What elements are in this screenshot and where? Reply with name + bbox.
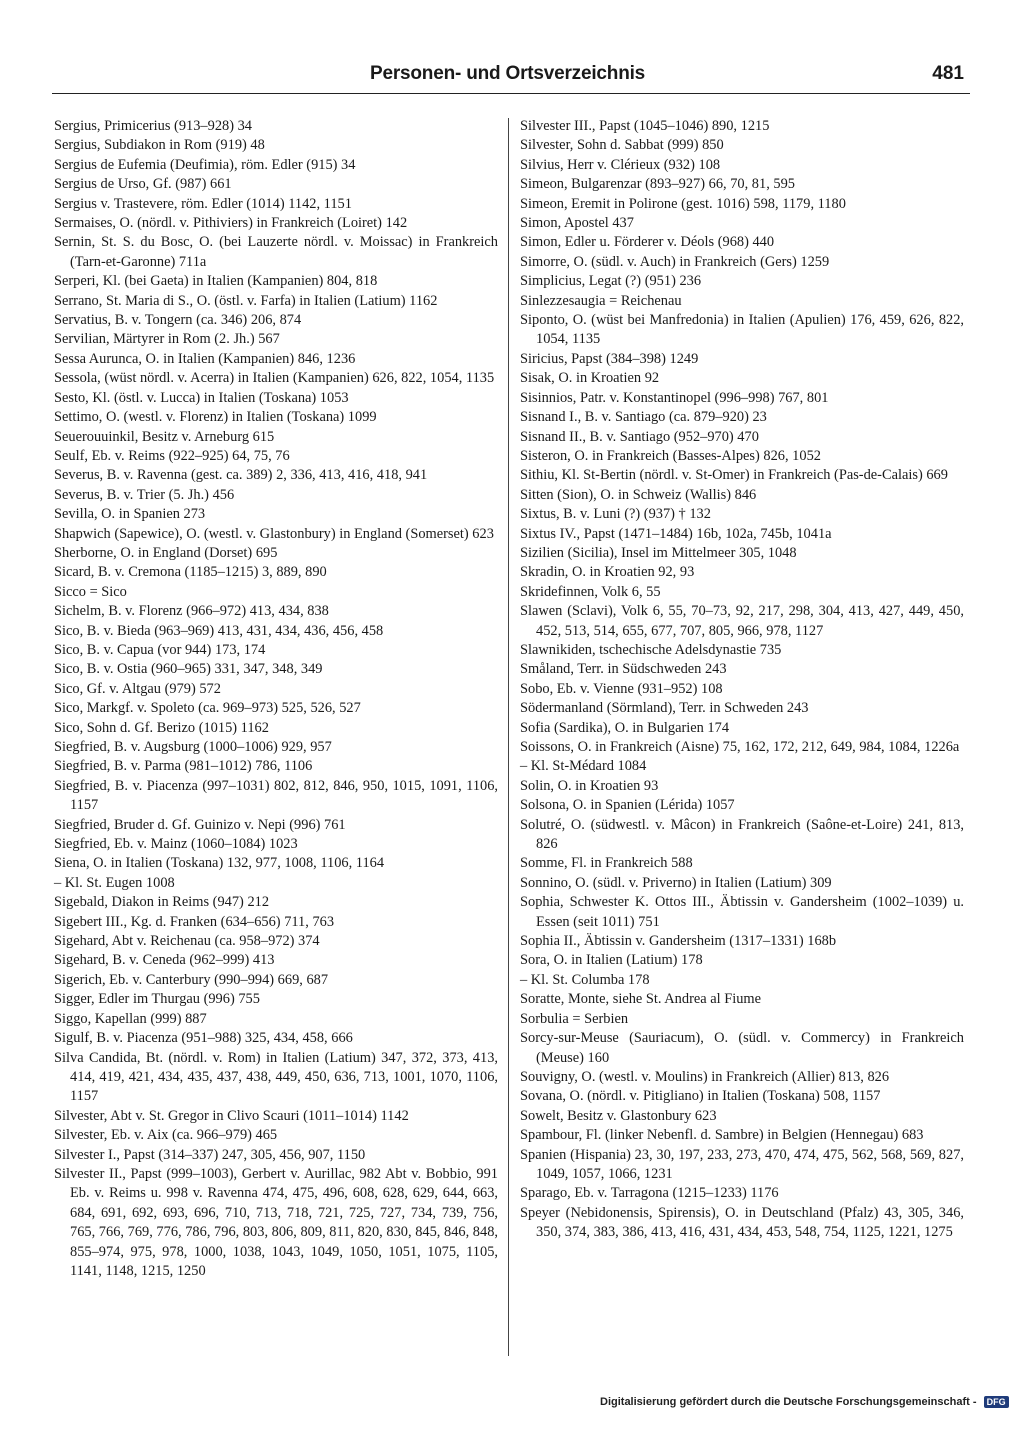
index-entry: Sonnino, O. (südl. v. Priverno) in Italien (Latium) 309 xyxy=(520,874,832,891)
index-entry: Solin, O. in Kroatien 93 xyxy=(520,777,659,794)
index-entry: Sizilien (Sicilia), Insel im Mittelmeer 305, 1048 xyxy=(520,544,797,561)
index-entry: Sisnand I., B. v. Santiago (ca. 879–920) 23 xyxy=(520,409,767,426)
index-entry: Sico, B. v. Ostia (960–965) 331, 347, 348, 349 xyxy=(54,661,323,678)
index-entry: Sinlezzesaugia = Reichenau xyxy=(520,292,682,309)
dfg-logo: DFG xyxy=(984,1396,1009,1408)
index-entry: Somme, Fl. in Frankreich 588 xyxy=(520,855,693,872)
index-entry: Sessola, (wüst nördl. v. Acerra) in Italien (Kampanien) 626, 822, 1054, 1135 xyxy=(54,370,495,387)
index-entry: Sevilla, O. in Spanien 273 xyxy=(54,506,206,523)
index-entry: Sithiu, Kl. St-Bertin (nördl. v. St-Omer) in Frankreich (Pas-de-Calais) 669 xyxy=(520,467,948,484)
index-entry: Sigebald, Diakon in Reims (947) 212 xyxy=(54,894,270,911)
index-entry: Sergius v. Trastevere, röm. Edler (1014) 1142, 1151 xyxy=(54,195,352,212)
index-entry: Silvester, Eb. v. Aix (ca. 966–979) 465 xyxy=(54,1127,278,1144)
index-entry: – Kl. St. Columba 178 xyxy=(520,971,650,988)
index-entry: Sobo, Eb. v. Vienne (931–952) 108 xyxy=(520,680,723,697)
index-entry: Sermaises, O. (nördl. v. Pithiviers) in Frankreich (Loiret) 142 xyxy=(54,215,408,232)
index-entry: – Kl. St. Eugen 1008 xyxy=(54,874,175,891)
index-entry: Sesto, Kl. (östl. v. Lucca) in Italien (Toskana) 1053 xyxy=(54,389,349,406)
index-entry: Sixtus IV., Papst (1471–1484) 16b, 102a, 745b, 1041a xyxy=(520,525,832,542)
index-entry: Serperi, Kl. (bei Gaeta) in Italien (Kampanien) 804, 818 xyxy=(54,273,378,290)
header-rule xyxy=(52,93,970,94)
index-entry: Simplicius, Legat (?) (951) 236 xyxy=(520,273,702,290)
index-entry: Sergius de Urso, Gf. (987) 661 xyxy=(54,176,232,193)
index-entry: Spanien (Hispania) 23, 30, 197, 233, 273, 470, 474, 475, 562, 568, 569, 827, 1049, 1057, 1066, 1231 xyxy=(520,1146,964,1182)
index-column-left xyxy=(54,117,498,1281)
index-entry: Sitten (Sion), O. in Schweiz (Wallis) 846 xyxy=(520,486,757,503)
index-entry: Sichelm, B. v. Florenz (966–972) 413, 434, 838 xyxy=(54,603,329,620)
index-entry: Serrano, St. Maria di S., O. (östl. v. Farfa) in Italien (Latium) 1162 xyxy=(54,292,438,309)
index-entry: Simeon, Bulgarenzar (893–927) 66, 70, 81, 595 xyxy=(520,176,795,193)
index-entry: Siegfried, Eb. v. Mainz (1060–1084) 1023 xyxy=(54,836,298,853)
index-entry: Silvester III., Papst (1045–1046) 890, 1215 xyxy=(520,118,770,134)
index-entry: Speyer (Nebidonensis, Spirensis), O. in Deutschland (Pfalz) 43, 305, 346, 350, 374, 383, 386, 413, 416, 431, 434, 453, 548, 754, 1125, 1221, 1275 xyxy=(520,1204,964,1241)
index-entry: Skradin, O. in Kroatien 92, 93 xyxy=(520,564,695,581)
index-entry: Simorre, O. (südl. v. Auch) in Frankreich (Gers) 1259 xyxy=(520,253,830,270)
index-entry: – Kl. St-Médard 1084 xyxy=(520,758,647,775)
index-entry: Simon, Edler u. Förderer v. Déols (968) 440 xyxy=(520,234,775,251)
index-entry: Sigebert III., Kg. d. Franken (634–656) 711, 763 xyxy=(54,913,335,930)
index-entry: Settimo, O. (westl. v. Florenz) in Italien (Toskana) 1099 xyxy=(54,409,377,426)
index-entry: Siegfried, B. v. Augsburg (1000–1006) 929, 957 xyxy=(54,739,332,755)
index-entry: Sicco = Sico xyxy=(54,583,127,600)
index-entry: Siegfried, B. v. Piacenza (997–1031) 802, 812, 846, 950, 1015, 1091, 1106, 1157 xyxy=(54,777,498,814)
index-entry: Spambour, Fl. (linker Nebenfl. d. Sambre) in Belgien (Hennegau) 683 xyxy=(520,1127,924,1144)
index-entry: Sergius, Subdiakon in Rom (919) 48 xyxy=(54,137,265,154)
index-entry: Sophia, Schwester K. Ottos III., Äbtissin v. Gandersheim (1002–1039) u. Essen (seit 1011) 751 xyxy=(520,894,964,930)
index-entry: Silvester II., Papst (999–1003), Gerbert v. Aurillac, 982 Abt v. Bobbio, 991 Eb. v. Reims u. 998 v. Ravenna 474, 475, 496, 608, 628, 629, 644, 663, 684, 691, 692, 693, 696, 710, 713, 718, 721, 725, 727, 734, 739, 756, 765, 766, 769, 776, 786, 796, 803, 806, 809, 811, 820, 830, 845, 846, 848, 855–974, 975, 978, 1000, 1038, 1043, 1049, 1050, 1051, 1075, 1105, 1141, 1148, 1215, 1250 xyxy=(54,1165,498,1279)
column-divider xyxy=(508,118,509,1356)
index-entry: Sessa Aurunca, O. in Italien (Kampanien) 846, 1236 xyxy=(54,350,356,367)
index-entry: Sergius, Primicerius (913–928) 34 xyxy=(54,118,252,134)
index-entry: Sico, B. v. Bieda (963–969) 413, 431, 434, 436, 456, 458 xyxy=(54,622,384,639)
index-entry: Sora, O. in Italien (Latium) 178 xyxy=(520,952,703,969)
page-header xyxy=(52,60,970,94)
index-entry: Sigehard, B. v. Ceneda (962–999) 413 xyxy=(54,952,275,969)
index-entry: Sowelt, Besitz v. Glastonbury 623 xyxy=(520,1107,717,1124)
index-entry: Sico, Markgf. v. Spoleto (ca. 969–973) 525, 526, 527 xyxy=(54,700,361,717)
index-entry: Severus, B. v. Ravenna (gest. ca. 389) 2, 336, 413, 416, 418, 941 xyxy=(54,467,428,484)
index-entry: Sparago, Eb. v. Tarragona (1215–1233) 1176 xyxy=(520,1185,779,1202)
index-entry: Silva Candida, Bt. (nördl. v. Rom) in Italien (Latium) 347, 372, 373, 413, 414, 419, 421, 434, 435, 437, 438, 449, 450, 636, 713, 1001, 1070, 1106, 1157 xyxy=(54,1049,498,1105)
index-entry: Soratte, Monte, siehe St. Andrea al Fiume xyxy=(520,991,762,1008)
index-entry: Siegfried, B. v. Parma (981–1012) 786, 1106 xyxy=(54,758,313,775)
index-entry: Sigerich, Eb. v. Canterbury (990–994) 669, 687 xyxy=(54,971,329,988)
index-entry: Soissons, O. in Frankreich (Aisne) 75, 162, 172, 212, 649, 984, 1084, 1226a xyxy=(520,739,960,755)
index-entry: Sisnand II., B. v. Santiago (952–970) 470 xyxy=(520,428,759,445)
index-entry: Sigehard, Abt v. Reichenau (ca. 958–972) 374 xyxy=(54,933,320,950)
index-entry: Sovana, O. (nördl. v. Pitigliano) in Italien (Toskana) 508, 1157 xyxy=(520,1088,881,1105)
index-entry: Sofia (Sardika), O. in Bulgarien 174 xyxy=(520,719,730,736)
index-entry: Siricius, Papst (384–398) 1249 xyxy=(520,350,699,367)
index-entry: Servilian, Märtyrer in Rom (2. Jh.) 567 xyxy=(54,331,280,348)
index-entry: Solsona, O. in Spanien (Lérida) 1057 xyxy=(520,797,735,814)
index-column-right xyxy=(520,117,964,1243)
index-entry: Sico, B. v. Capua (vor 944) 173, 174 xyxy=(54,641,266,658)
index-entry: Sophia II., Äbtissin v. Gandersheim (1317–1331) 168b xyxy=(520,933,837,950)
index-entry: Sico, Gf. v. Altgau (979) 572 xyxy=(54,680,221,697)
index-entry: Siegfried, Bruder d. Gf. Guinizo v. Nepi (996) 761 xyxy=(54,816,346,833)
index-entry: Silvius, Herr v. Clérieux (932) 108 xyxy=(520,156,721,173)
index-entry: Sherborne, O. in England (Dorset) 695 xyxy=(54,544,278,561)
index-entry: Simeon, Eremit in Polirone (gest. 1016) 598, 1179, 1180 xyxy=(520,195,846,212)
index-entry: Sisteron, O. in Frankreich (Basses-Alpes) 826, 1052 xyxy=(520,447,821,464)
index-entry: Skridefinnen, Volk 6, 55 xyxy=(520,583,661,600)
index-entry: Severus, B. v. Trier (5. Jh.) 456 xyxy=(54,486,235,503)
page-title: Personen- und Ortsverzeichnis xyxy=(370,63,646,84)
index-entry: Småland, Terr. in Südschweden 243 xyxy=(520,661,727,678)
index-entry: Sicard, B. v. Cremona (1185–1215) 3, 889, 890 xyxy=(54,564,327,581)
index-entry: Siponto, O. (wüst bei Manfredonia) in Italien (Apulien) 176, 459, 626, 822, 1054, 1135 xyxy=(520,312,964,348)
index-entry: Shapwich (Sapewice), O. (westl. v. Glastonbury) in England (Somerset) 623 xyxy=(54,525,494,542)
index-entry: Souvigny, O. (westl. v. Moulins) in Frankreich (Allier) 813, 826 xyxy=(520,1068,890,1085)
page-number: 481 xyxy=(932,63,964,84)
index-entry: Sigger, Edler im Thurgau (996) 755 xyxy=(54,991,260,1008)
footer-text: Digitalisierung gefördert durch die Deutsche Forschungsgemeinschaft - xyxy=(600,1396,977,1409)
index-entry: Sico, Sohn d. Gf. Berizo (1015) 1162 xyxy=(54,719,269,736)
index-entry: Seulf, Eb. v. Reims (922–925) 64, 75, 76 xyxy=(54,447,290,464)
index-entry: Seuerouuinkil, Besitz v. Arneburg 615 xyxy=(54,428,275,445)
index-entry: Södermanland (Sörmland), Terr. in Schweden 243 xyxy=(520,700,809,717)
index-entry: Sorbulia = Serbien xyxy=(520,1010,629,1027)
index-entry: Solutré, O. (südwestl. v. Mâcon) in Frankreich (Saône-et-Loire) 241, 813, 826 xyxy=(520,816,964,853)
index-entry: Sisinnios, Patr. v. Konstantinopel (996–998) 767, 801 xyxy=(520,389,829,406)
index-entry: Siggo, Kapellan (999) 887 xyxy=(54,1010,207,1027)
index-entry: Silvester, Sohn d. Sabbat (999) 850 xyxy=(520,137,724,154)
index-entry: Siena, O. in Italien (Toskana) 132, 977, 1008, 1106, 1164 xyxy=(54,855,385,872)
index-entry: Sergius de Eufemia (Deufimia), röm. Edler (915) 34 xyxy=(54,156,356,173)
index-entry: Silvester I., Papst (314–337) 247, 305, 456, 907, 1150 xyxy=(54,1146,366,1163)
index-entry: Sorcy-sur-Meuse (Sauriacum), O. (südl. v. Commercy) in Frankreich (Meuse) 160 xyxy=(520,1030,964,1066)
index-entry: Sisak, O. in Kroatien 92 xyxy=(520,370,660,387)
index-entry: Slawnikiden, tschechische Adelsdynastie 735 xyxy=(520,641,782,658)
index-entry: Silvester, Abt v. St. Gregor in Clivo Scauri (1011–1014) 1142 xyxy=(54,1107,409,1124)
index-entry: Sixtus, B. v. Luni (?) (937) † 132 xyxy=(520,506,711,523)
index-entry: Simon, Apostel 437 xyxy=(520,215,634,232)
index-entry: Sigulf, B. v. Piacenza (951–988) 325, 434, 458, 666 xyxy=(54,1030,353,1047)
index-entry: Servatius, B. v. Tongern (ca. 346) 206, 874 xyxy=(54,312,302,329)
footer-credit xyxy=(600,1396,1006,1409)
index-entry: Sernin, St. S. du Bosc, O. (bei Lauzerte nördl. v. Moissac) in Frankreich (Tarn-et-Garonne) 711a xyxy=(54,234,498,270)
index-entry: Slawen (Sclavi), Volk 6, 55, 70–73, 92, 217, 298, 304, 413, 427, 449, 450, 452, 513, 514, 655, 677, 707, 805, 966, 978, 1127 xyxy=(520,603,964,639)
